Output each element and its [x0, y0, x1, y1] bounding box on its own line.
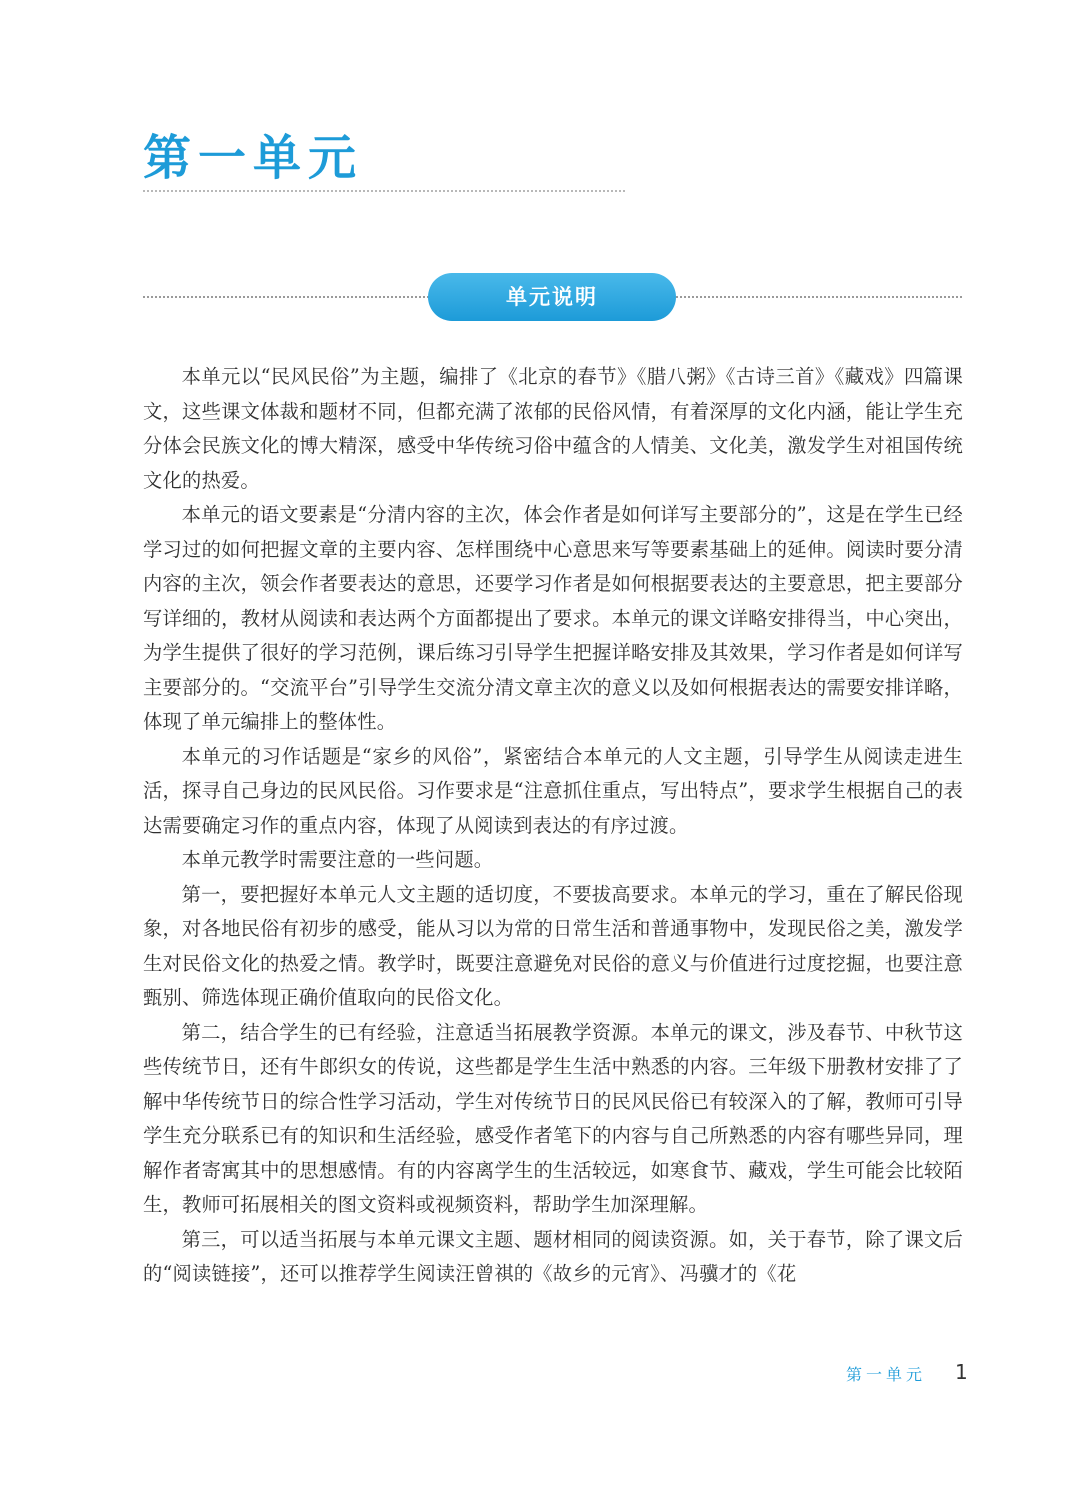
section-divider-left — [143, 296, 429, 298]
title-divider — [143, 190, 625, 192]
unit-title: 第一单元 — [143, 130, 364, 186]
paragraph-4: 本单元教学时需要注意的一些问题。 — [181, 848, 494, 871]
page-number: 1 — [955, 1360, 968, 1384]
paragraph-7: 第三，可以适当拓展与本单元课文主题、题材相同的阅读资源。如，关于春节，除了课文后的“阅读链接”，还可以推荐学生阅读汪曾祺的《故乡的元宵》、冯骥才的《花 — [143, 1227, 963, 1285]
paragraph-2: 本单元的语文要素是“分清内容的主次，体会作者是如何详写主要部分的”，这是在学生已经学习过的如何把握文章的主要内容、怎样围绕中心意思来写等要素基础上的延伸。阅读时要分清内容的主次，领会作者要表达的意思，还要学习作者是如何根据要表达的主要意思，把主要部分写详细的，教材从阅读和表达两个方面都提出了要求。本单元的课文详略安排得当，中心突出，为学生提供了很好的学习范例，课后练习引导学生把握详略安排及其效果，学习作者是如何详写主要部分的。“交流平台”引导学生交流分清文章主次的意义以及如何根据表达的需要安排详略，体现了单元编排上的整体性。 — [143, 503, 963, 733]
paragraph-6: 第二，结合学生的已有经验，注意适当拓展教学资源。本单元的课文，涉及春节、中秋节这些传统节日，还有牛郎织女的传说，这些都是学生生活中熟悉的内容。三年级下册教材安排了了解中华传统节日的综合性学习活动，学生对传统节日的民风民俗已有较深入的了解，教师可引导学生充分联系已有的知识和生活经验，感受作者笔下的内容与自己所熟悉的内容有哪些异同，理解作者寄寓其中的思想感情。有的内容离学生的生活较远，如寒食节、藏戏，学生可能会比较陌生，教师可拓展相关的图文资料或视频资料，帮助学生加深理解。 — [143, 1020, 963, 1216]
paragraph-3: 本单元的习作话题是“家乡的风俗”，紧密结合本单元的人文主题，引导学生从阅读走进生活，探寻自己身边的民风民俗。习作要求是“注意抓住重点，写出特点”，要求学生根据自己的表达需要确定习作的重点内容，体现了从阅读到表达的有序过渡。 — [143, 744, 963, 837]
section-heading-badge: 单元说明 — [428, 273, 676, 321]
unit-description-body — [143, 360, 963, 1292]
section-divider-right — [676, 296, 962, 298]
footer-unit-label: 第一单元 — [846, 1365, 927, 1384]
paragraph-5: 第一，要把握好本单元人文主题的适切度，不要拔高要求。本单元的学习，重在了解民俗现象，对各地民俗有初步的感受，能从习以为常的日常生活和普通事物中，发现民俗之美，激发学生对民俗文化的热爱之情。教学时，既要注意避免对民俗的意义与价值进行过度挖掘，也要注意甄别、筛选体现正确价值取向的民俗文化。 — [143, 882, 963, 1009]
paragraph-1: 本单元以“民风民俗”为主题，编排了《北京的春节》《腊八粥》《古诗三首》《藏戏》四篇课文，这些课文体裁和题材不同，但都充满了浓郁的民俗风情，有着深厚的文化内涵，能让学生充分体会民族文化的博大精深，感受中华传统习俗中蕴含的人情美、文化美，激发学生对祖国传统文化的热爱。 — [143, 365, 963, 492]
